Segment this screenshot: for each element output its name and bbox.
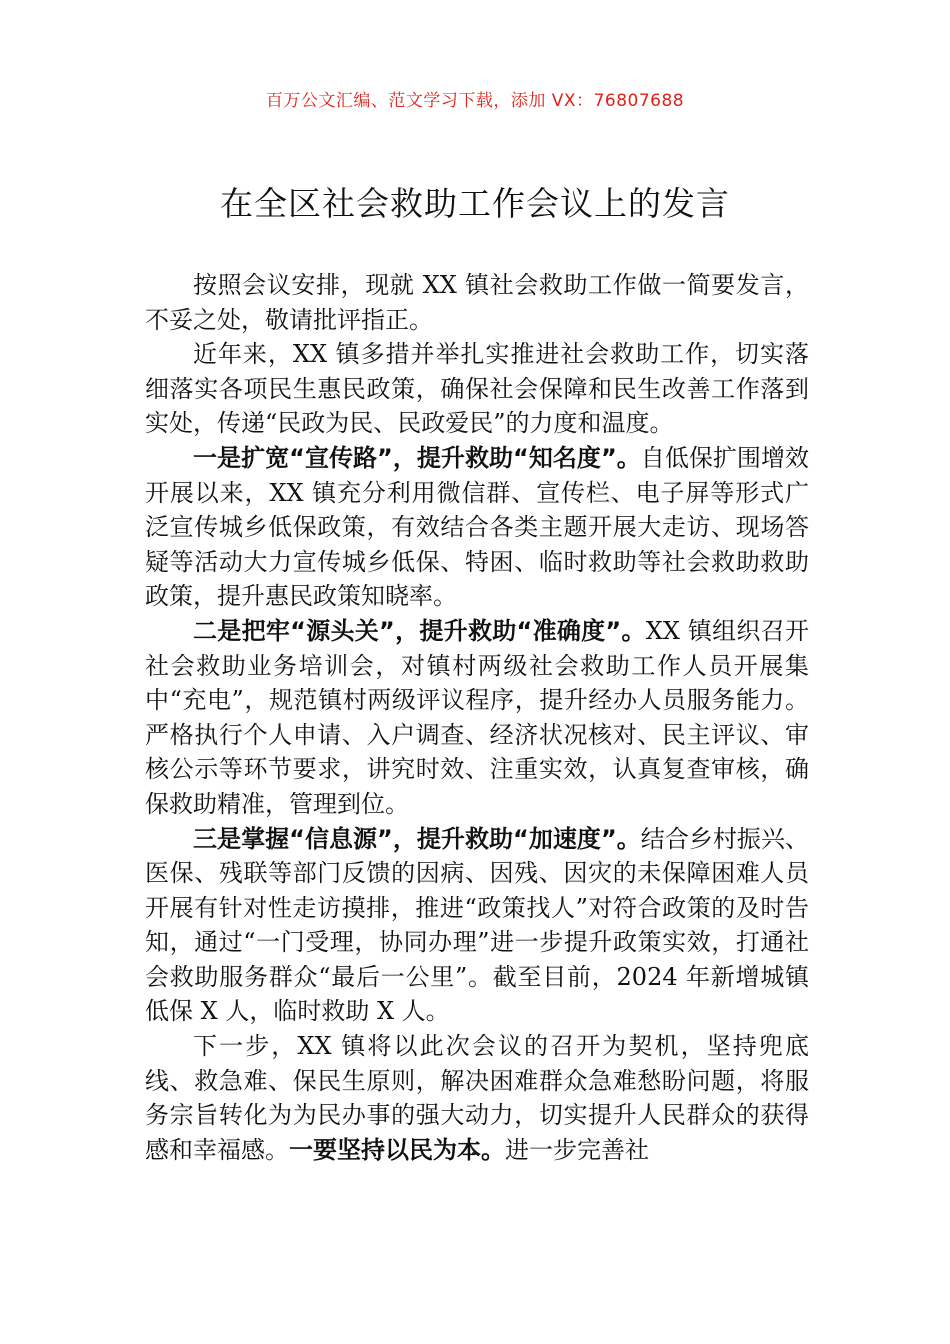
paragraph-next-steps xyxy=(145,1029,809,1167)
paragraph-intro: 按照会议安排，现就 XX 镇社会救助工作做一简要发言，不妥之处，敬请批评指正。 xyxy=(145,271,809,334)
point-two-heading: 二是把牢“源头关”，提升救助“准确度”。 xyxy=(193,616,646,645)
next-steps-body: 下一步，XX 镇将以此次会议的召开为契机，坚持兜底线、救急难、保民生原则，解决困难群众急难愁盼问题，将服务宗旨转化为为民办事的强大动力，切实提升人民群众的获得感和幸福感。 xyxy=(145,1032,809,1164)
point-one-heading: 一是扩宽“宣传路”，提升救助“知名度”。 xyxy=(193,443,641,472)
paragraph-point-two xyxy=(145,614,809,822)
next-steps-heading: 一要坚持以民为本。 xyxy=(289,1135,505,1164)
next-steps-tail: 进一步完善社 xyxy=(505,1135,649,1164)
point-three-heading: 三是掌握“信息源”，提升救助“加速度”。 xyxy=(193,824,641,853)
page-title: 在全区社会救助工作会议上的发言 xyxy=(220,184,730,223)
paragraph-point-three xyxy=(145,822,809,1030)
paragraph-point-one xyxy=(145,441,809,614)
point-two-body: XX 镇组织召开社会救助业务培训会，对镇村两级社会救助工作人员开展集中“充电”，规范镇村两级评议程序，提升经办人员服务能力。严格执行个人申请、入户调查、经济状况核对、民主评议、审核公示等环节要求，讲究时效、注重实效，认真复查审核，确保救助精准，管理到位。 xyxy=(145,616,810,818)
point-one-body: 自低保扩围增效开展以来，XX 镇充分利用微信群、宣传栏、电子屏等形式广泛宣传城乡低保政策，有效结合各类主题开展大走访、现场答疑等活动大力宣传城乡低保、特困、临时救助等社会救助救助政策，提升惠民政策知晓率。 xyxy=(145,443,810,611)
header-note: 百万公文汇编、范文学习下载，添加 VX：76807688 xyxy=(265,91,685,111)
paragraph-overview: 近年来，XX 镇多措并举扎实推进社会救助工作，切实落细落实各项民生惠民政策，确保社会保障和民生改善工作落到实处，传递“民政为民、民政爱民”的力度和温度。 xyxy=(145,340,809,438)
point-three-body: 结合乡村振兴、医保、残联等部门反馈的因病、因残、因灾的未保障困难人员开展有针对性走访摸排，推进“政策找人”对符合政策的及时告知，通过“一门受理，协同办理”进一步提升政策实效，打通社会救助服务群众“最后一公里”。截至目前，2024 年新增城镇低保 X 人，临时救助 X 人。 xyxy=(145,824,810,1026)
document-body xyxy=(145,268,809,1167)
